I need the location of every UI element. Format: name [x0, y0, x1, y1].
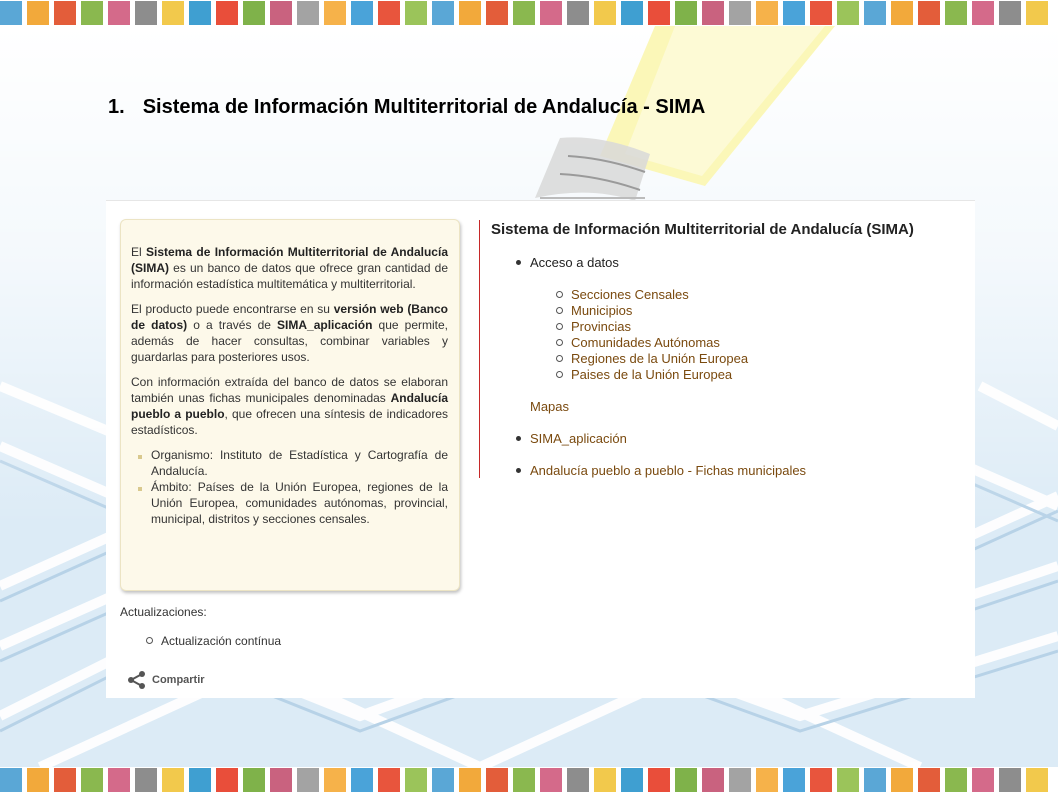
list-item: [556, 367, 732, 383]
stripe-square: [918, 768, 940, 792]
link-comunidades-autonomas[interactable]: Comunidades Autónomas: [571, 335, 720, 350]
circle-bullet-icon: [556, 371, 563, 378]
stripe-square: [810, 1, 832, 25]
circle-bullet-icon: [146, 637, 153, 644]
circle-bullet-icon: [556, 339, 563, 346]
stripe-square: [324, 1, 346, 25]
stripe-square: [864, 768, 886, 792]
share-button[interactable]: [127, 668, 205, 692]
stripe-square: [648, 1, 670, 25]
stripe-square: [405, 768, 427, 792]
bottom-color-stripe: [0, 767, 1058, 793]
stripe-square: [621, 768, 643, 792]
square-bullet-icon: [138, 455, 142, 459]
stripe-square: [810, 768, 832, 792]
info-bullet-organismo: Organismo: Instituto de Estadística y Cartografía de Andalucía.: [151, 447, 448, 479]
info-paragraph-2: El producto puede encontrarse en su versión web (Banco de datos) o a través de SIMA_aplicación que permite, además de hacer consultas, combinar variables y guardarlas para posteriores usos.: [131, 302, 449, 364]
link-regiones-ue[interactable]: Regiones de la Unión Europea: [571, 351, 749, 366]
stripe-square: [27, 1, 49, 25]
stripe-square: [270, 1, 292, 25]
stripe-square: [621, 1, 643, 25]
list-item: [556, 319, 631, 335]
link-paises-ue[interactable]: Paises de la Unión Europea: [571, 367, 733, 382]
stripe-square: [864, 1, 886, 25]
list-item: [556, 287, 689, 303]
slide-title: [108, 96, 705, 119]
stripe-square: [108, 1, 130, 25]
top-color-stripe: [0, 0, 1058, 26]
link-mapas[interactable]: Mapas: [530, 399, 570, 414]
stripe-square: [999, 768, 1021, 792]
stripe-square: [270, 768, 292, 792]
stripe-square: [756, 1, 778, 25]
stripe-square: [27, 768, 49, 792]
stripe-square: [162, 1, 184, 25]
stripe-square: [216, 768, 238, 792]
link-secciones-censales[interactable]: Secciones Censales: [571, 287, 689, 302]
stripe-square: [918, 1, 940, 25]
stripe-square: [891, 1, 913, 25]
stripe-square: [135, 768, 157, 792]
stripe-square: [378, 1, 400, 25]
stripe-square: [594, 1, 616, 25]
stripe-square: [837, 1, 859, 25]
list-item: [556, 335, 720, 351]
stripe-square: [675, 1, 697, 25]
stripe-square: [81, 1, 103, 25]
list-item-pueblo: [516, 463, 806, 479]
stripe-square: [297, 768, 319, 792]
stripe-square: [891, 768, 913, 792]
stripe-square: [81, 768, 103, 792]
bullet-dot-icon: [516, 260, 521, 265]
stripe-square: [378, 768, 400, 792]
stripe-square: [945, 1, 967, 25]
link-andalucia-pueblo-a-pueblo[interactable]: Andalucía pueblo a pueblo - Fichas municipales: [530, 463, 807, 478]
stripe-square: [837, 768, 859, 792]
stripe-square: [243, 1, 265, 25]
link-municipios[interactable]: Municipios: [571, 303, 633, 318]
stripe-square: [783, 1, 805, 25]
stripe-square: [567, 768, 589, 792]
stripe-square: [54, 1, 76, 25]
list-item-mapas: [530, 399, 569, 415]
circle-bullet-icon: [556, 291, 563, 298]
link-sima-aplicacion[interactable]: SIMA_aplicación: [530, 431, 627, 446]
stripe-square: [324, 768, 346, 792]
share-icon: [127, 670, 147, 690]
sima-web-screenshot: [106, 200, 975, 698]
stripe-square: [459, 768, 481, 792]
stripe-square: [972, 1, 994, 25]
stripe-square: [216, 1, 238, 25]
list-item: [556, 351, 748, 367]
share-label: Compartir: [152, 674, 205, 686]
stripe-square: [486, 1, 508, 25]
stripe-square: [540, 1, 562, 25]
bullet-dot-icon: [516, 468, 521, 473]
info-paragraph-1: El Sistema de Información Multiterritorial de Andalucía (SIMA) es un banco de datos que ofrece gran cantidad de información estadística multitemática y multiterritorial.: [131, 245, 448, 291]
stripe-square: [243, 768, 265, 792]
stripe-square: [648, 768, 670, 792]
circle-bullet-icon: [556, 323, 563, 330]
stripe-square: [567, 1, 589, 25]
stripe-square: [54, 768, 76, 792]
stripe-square: [189, 1, 211, 25]
stripe-square: [432, 768, 454, 792]
slide-title-text: Sistema de Información Multiterritorial de Andalucía - SIMA: [142, 96, 706, 118]
actualizaciones-label: Actualizaciones:: [120, 605, 207, 619]
stripe-square: [459, 1, 481, 25]
stripe-square: [945, 768, 967, 792]
stripe-square: [540, 768, 562, 792]
sima-links-panel: [491, 220, 961, 478]
stripe-square: [351, 768, 373, 792]
stripe-square: [729, 768, 751, 792]
stripe-square: [594, 768, 616, 792]
list-item-aplicacion: [516, 431, 627, 447]
square-bullet-icon: [138, 487, 142, 491]
stripe-square: [702, 768, 724, 792]
stripe-square: [972, 768, 994, 792]
info-paragraph-3: Con información extraída del banco de datos se elaboran también unas fichas municipales denominadas Andalucía pueblo a pueblo, que ofrecen una síntesis de indicadores estadísticos.: [131, 375, 448, 437]
list-item-acceso: Acceso a datos: [516, 255, 619, 271]
page-top-border: [106, 200, 975, 201]
stripe-square: [999, 1, 1021, 25]
info-bullet-list: [131, 447, 448, 527]
stripe-square: [0, 768, 22, 792]
stripe-square: [108, 768, 130, 792]
stripe-square: [135, 1, 157, 25]
actualizaciones-item: Actualización contínua: [146, 634, 281, 648]
stripe-square: [405, 1, 427, 25]
stripe-square: [162, 768, 184, 792]
stripe-square: [513, 768, 535, 792]
stripe-square: [702, 1, 724, 25]
stripe-square: [0, 1, 22, 25]
stripe-square: [729, 1, 751, 25]
stripe-square: [1026, 1, 1048, 25]
stripe-square: [486, 768, 508, 792]
stripe-square: [351, 1, 373, 25]
red-divider-line: [479, 220, 480, 478]
stripe-square: [513, 1, 535, 25]
circle-bullet-icon: [556, 355, 563, 362]
slide-title-number: 1.: [108, 96, 125, 118]
link-provincias[interactable]: Provincias: [571, 319, 631, 334]
stripe-square: [756, 768, 778, 792]
sima-heading: Sistema de Información Multiterritorial de Andalucía (SIMA): [491, 221, 914, 238]
stripe-square: [189, 768, 211, 792]
list-item: [556, 303, 632, 319]
stripe-square: [675, 768, 697, 792]
stripe-square: [783, 768, 805, 792]
stripe-square: [432, 1, 454, 25]
bullet-dot-icon: [516, 436, 521, 441]
info-bullet-ambito: Ámbito: Países de la Unión Europea, regiones de la Unión Europea, comunidades autónomas, provincial, municipal, distritos y secciones censales.: [151, 479, 448, 527]
stripe-square: [297, 1, 319, 25]
circle-bullet-icon: [556, 307, 563, 314]
stripe-square: [1026, 768, 1048, 792]
sima-info-box: [120, 219, 460, 591]
